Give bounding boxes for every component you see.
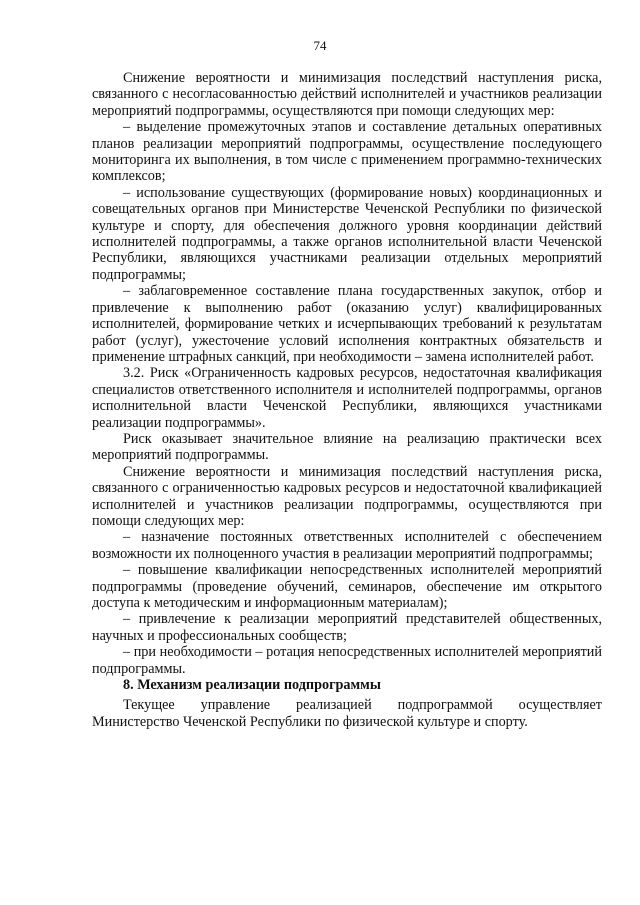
list-item-interim-stages: – выделение промежуточных этапов и составление детальных оперативных планов реализации мероприятий подпрограммы, осуществление последующего мониторинга их выполнения, в том числе с применением программно-технических комплексов; (92, 119, 602, 185)
paragraph-risk-3-2: 3.2. Риск «Ограниченность кадровых ресурсов, недостаточная квалификация специалистов ответственного исполнителя и исполнителей подпрограммы, органов исполнительной власти Чеченской Республики, являющихся участниками реализации подпрограммы». (92, 365, 602, 431)
section-heading: 8. Механизм реализации подпрограммы (123, 677, 381, 694)
list-item-coordination-bodies: – использование существующих (формирование новых) координационных и совещательных органов при Министерстве Чеченской Республики по физической культуре и спорту, для обеспечения должного уровня координации действий исполнителей подпрограммы, а также органов исполнительной власти Чеченской Республики, являющихся участниками реализации отдельных мероприятий подпрограммы; (92, 184, 602, 283)
list-item-procurement-plan: – заблаговременное составление плана государственных закупок, отбор и привлечение к выполнению работ (оказанию услуг) квалифицированных исполнителей, формирование четких и исчерпывающих требований к результатам работ (услуг), ужесточение условий исполнения контрактных обязательств и применение штрафных санкций, при необходимости – замена исполнителей работ. (92, 283, 602, 365)
paragraph-risk-mitigation-intro: Снижение вероятности и минимизация последствий наступления риска, связанного с несогласованностью действий исполнителей и участников реализации мероприятий подпрограммы, осуществляются при помощи следующих мер: (92, 70, 602, 119)
paragraph-risk-impact: Риск оказывает значительное влияние на реализацию практически всех мероприятий подпрограммы. (92, 430, 602, 464)
list-item-qualification: – повышение квалификации непосредственных исполнителей мероприятий подпрограммы (проведение обучений, семинаров, обеспечение им открытого доступа к методическим и информационным материалам); (92, 562, 602, 611)
list-item-permanent-executors: – назначение постоянных ответственных исполнителей с обеспечением возможности их полноценного участия в реализации мероприятий подпрограммы; (92, 529, 602, 562)
page-number: 74 (313, 38, 327, 53)
list-item-communities: – привлечение к реализации мероприятий представителей общественных, научных и профессиональных сообществ; (92, 611, 602, 644)
paragraph-management: Текущее управление реализацией подпрограммой осуществляет Министерство Чеченской Республики по физической культуре и спорту. (92, 697, 602, 730)
paragraph-staff-risk-mitigation-intro: Снижение вероятности и минимизация последствий наступления риска, связанного с ограниченностью кадровых ресурсов и недостаточной квалификацией исполнителей и участников реализации подпрограммы, осуществляются при помощи следующих мер: (92, 463, 602, 529)
document-body (92, 70, 602, 730)
list-item-rotation: – при необходимости – ротация непосредственных исполнителей мероприятий подпрограммы. (92, 644, 602, 677)
